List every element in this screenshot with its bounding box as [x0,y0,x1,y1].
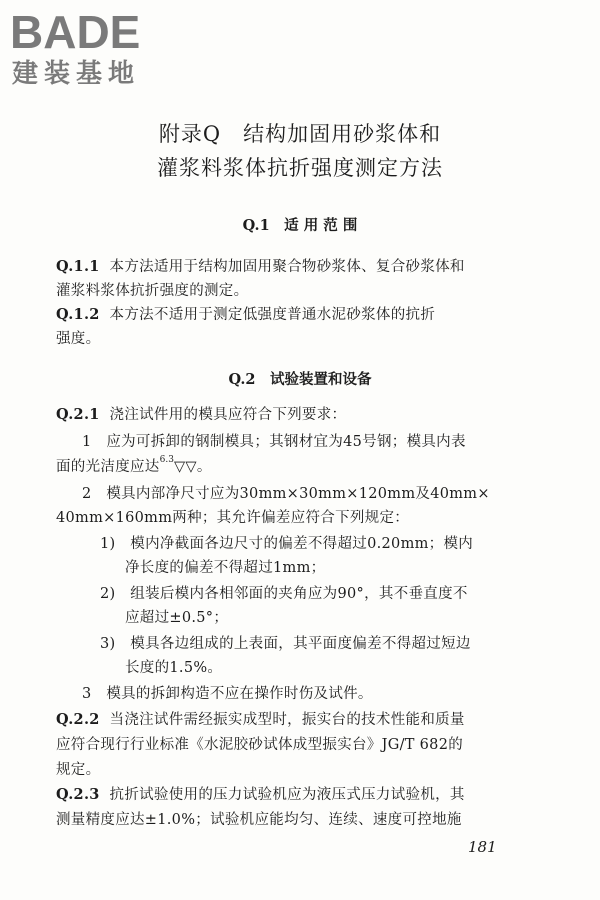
clause-number: Q.1.1 [56,258,100,275]
page-title-line-1: 附录Q 结构加固用砂浆体和 [158,122,442,146]
clause-text: 当浇注试件需经振实成型时，振实台的技术性能和质量 [109,712,465,728]
clause-q2-2-cont-1: 应符合现行行业标准《水泥胶砂试体成型振实台》JG/T 682的 [56,737,464,753]
clause-q2-3 [56,783,465,804]
subitem-1-line-2: 净长度的偏差不得超过1mm； [125,560,326,576]
clause-number: Q.2.2 [56,711,100,728]
clause-q1-1-cont: 灌浆料浆体抗折强度的测定。 [56,283,249,299]
section-heading-q2: Q.2 试验装置和设备 [228,371,372,388]
clause-number: Q.2.1 [56,406,100,423]
item-1-line-1: 1 应为可拆卸的钢制模具；其钢材宜为45号钢；模具内表 [82,434,466,450]
page-title-line-2: 灌浆料浆体抗折强度测定方法 [157,156,443,180]
clause-q1-1 [56,255,465,276]
clause-number: Q.2.3 [56,786,100,803]
clause-q2-2-cont-2: 规定。 [56,762,101,778]
item-2-line-2: 40mm×160mm两种；其允许偏差应符合下列规定： [56,510,410,526]
subitem-2-line-2: 应超过±0.5°； [125,610,229,626]
roughness-symbol: ▽▽。 [173,459,212,475]
item-1-line-2 [56,455,212,476]
subitem-1-line-1: 1) 模内净截面各边尺寸的偏差不得超过0.20mm；模内 [100,536,474,552]
clause-q2-1 [56,403,346,424]
clause-q1-2-cont: 强度。 [56,331,101,347]
section-heading-q1: Q.1 适 用 范 围 [242,217,358,234]
logo-subtitle-text: 建装基地 [12,59,141,86]
bade-logo-mark [8,6,178,86]
clause-text: 本方法不适用于测定低强度普通水泥砂浆体的抗折 [109,307,436,323]
page-number: 181 [468,838,497,856]
clause-text: 抗折试验使用的压力试验机应为液压式压力试验机，其 [109,787,465,803]
clause-text: 浇注试件用的模具应符合下列要求： [109,407,347,423]
item-2-line-1: 2 模具内部净尺寸应为30mm×30mm×120mm及40mm× [82,486,490,502]
clause-q1-2 [56,303,435,324]
subitem-2-line-1: 2) 组装后模内各相邻面的夹角应为90°，其不垂直度不 [100,586,468,602]
clause-q2-2 [56,708,465,729]
bade-logo [8,6,178,86]
item-3: 3 模具的拆卸构造不应在操作时伤及试件。 [82,686,373,702]
subitem-3-line-1: 3) 模具各边组成的上表面，其平面度偏差不得超过短边 [100,636,471,652]
logo-brand-text: BADE [10,6,141,58]
clause-text: 本方法适用于结构加固用聚合物砂浆体、复合砂浆体和 [109,259,465,275]
clause-q2-3-cont: 测量精度应达±1.0%；试验机应能均匀、连续、速度可控地施 [56,812,462,828]
clause-number: Q.1.2 [56,306,100,323]
item-text: 面的光洁度应达 [56,459,160,475]
roughness-value: 6.3 [159,455,174,465]
subitem-3-line-2: 长度的1.5%。 [125,660,223,676]
